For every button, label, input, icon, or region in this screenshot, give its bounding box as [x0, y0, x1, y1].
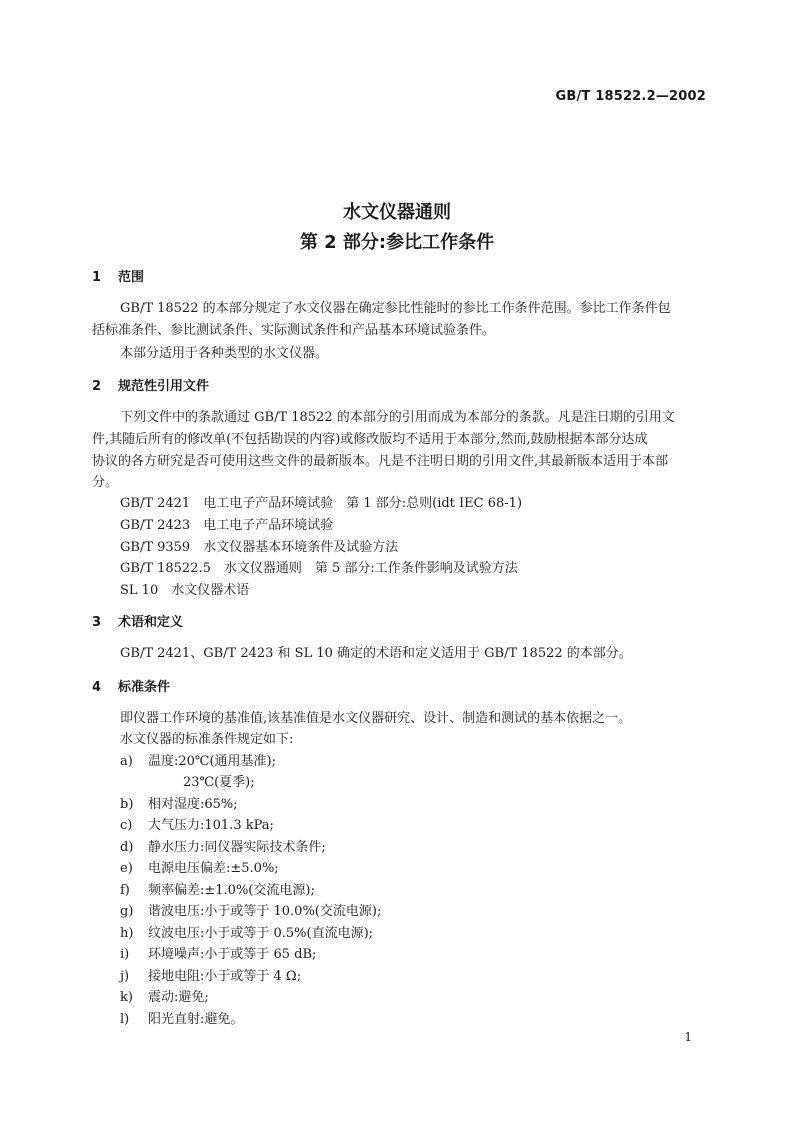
list-item-label: h): [120, 926, 134, 941]
section-number: 4: [92, 680, 102, 695]
paragraph: 水文仪器的标准条件规定如下:: [120, 732, 294, 747]
paragraph: GB/T 18522 的本部分规定了水文仪器在确定参比性能时的参比工作条件范围。参比工作条件包: [120, 301, 671, 316]
list-item: [120, 814, 274, 833]
section-title: 范围: [118, 270, 145, 285]
list-item: [120, 836, 326, 855]
standard-code: GB/T 18522.2—2002: [555, 89, 706, 104]
paragraph: 括标准条件、参比测试条件、实际测试条件和产品基本环境试验条件。: [92, 323, 496, 338]
list-item-text: 阳光直射:避免。: [148, 1012, 244, 1027]
list-item-label: g): [120, 904, 134, 919]
list-item: [120, 922, 373, 941]
list-item-text: 23℃(夏季);: [183, 775, 255, 790]
section-3-heading: [92, 611, 183, 630]
list-item: [120, 943, 316, 962]
list-item-text: 静水压力:同仪器实际技术条件;: [148, 840, 326, 855]
list-item-label: b): [120, 797, 134, 812]
paragraph: GB/T 2421、GB/T 2423 和 SL 10 确定的术语和定义适用于 GB/T 18522 的本部分。: [120, 646, 632, 661]
list-item-label: d): [120, 840, 134, 855]
paragraph: 下列文件中的条款通过 GB/T 18522 的本部分的引用而成为本部分的条款。凡是注日期的引用文: [120, 410, 675, 425]
page-number: 1: [684, 1030, 692, 1044]
list-item-text: 温度:20℃(通用基准);: [148, 754, 276, 769]
paragraph: 协议的各方研究是否可使用这些文件的最新版本。凡是不注明日期的引用文件,其最新版本适用于本部: [92, 454, 669, 469]
list-item-label: f): [120, 883, 130, 898]
section-number: 3: [92, 615, 102, 630]
reference-item: GB/T 18522.5 水文仪器通则 第 5 部分:工作条件影响及试验方法: [120, 561, 518, 576]
paragraph: 分。: [92, 475, 119, 490]
list-item-text: 接地电阻:小于或等于 4 Ω;: [148, 969, 302, 984]
list-item-label: e): [120, 861, 133, 876]
paragraph: 本部分适用于各种类型的水文仪器。: [120, 346, 329, 361]
reference-item: SL 10 水文仪器术语: [120, 583, 250, 598]
section-number: 2: [92, 379, 102, 394]
reference-item: GB/T 2423 电工电子产品环境试验: [120, 518, 334, 533]
list-item-label: j): [120, 969, 130, 984]
list-item: [120, 879, 315, 898]
list-item-text: 大气压力:101.3 kPa;: [148, 818, 274, 833]
list-item: [120, 1008, 243, 1027]
list-item-label: i): [120, 947, 130, 962]
list-item: [120, 965, 301, 984]
reference-item: GB/T 9359 水文仪器基本环境条件及试验方法: [120, 540, 399, 555]
list-item-label: k): [120, 990, 133, 1005]
section-4-heading: [92, 676, 170, 695]
list-item-text: 相对湿度:65%;: [148, 797, 238, 812]
list-item: [120, 900, 381, 919]
list-item: [120, 986, 209, 1005]
document-title: 水文仪器通则: [343, 202, 451, 223]
section-title: 规范性引用文件: [118, 379, 210, 394]
section-1-heading: [92, 266, 144, 285]
list-item-text: 谐波电压:小于或等于 10.0%(交流电源);: [148, 904, 382, 919]
paragraph: 件,其随后所有的修改单(不包括勘误的内容)或修改版均不适用于本部分,然而,鼓励根据本部分达成: [92, 432, 648, 447]
document-subtitle: 第 2 部分:参比工作条件: [299, 232, 495, 253]
list-item-text: 纹波电压:小于或等于 0.5%(直流电源);: [148, 926, 374, 941]
list-item: [120, 857, 279, 876]
reference-item: GB/T 2421 电工电子产品环境试验 第 1 部分:总则(idt IEC 68-1): [120, 496, 523, 511]
paragraph: 即仪器工作环境的基准值,该基准值是水文仪器研究、设计、制造和测试的基本依据之一。: [120, 711, 632, 726]
section-number: 1: [92, 270, 102, 285]
list-item: [120, 750, 276, 769]
list-item-text: 环境噪声:小于或等于 65 dB;: [148, 947, 317, 962]
section-title: 术语和定义: [118, 615, 184, 630]
list-item-label: c): [120, 818, 133, 833]
list-item-text: 震动:避免;: [148, 990, 209, 1005]
list-item-label: l): [120, 1012, 130, 1027]
list-item-label: a): [120, 754, 133, 769]
section-2-heading: [92, 375, 209, 394]
list-item-text: 电源电压偏差:±5.0%;: [148, 861, 279, 876]
list-item-continuation: [183, 771, 255, 790]
section-title: 标准条件: [118, 680, 171, 695]
list-item-text: 频率偏差:±1.0%(交流电源);: [148, 883, 315, 898]
list-item: [120, 793, 238, 812]
